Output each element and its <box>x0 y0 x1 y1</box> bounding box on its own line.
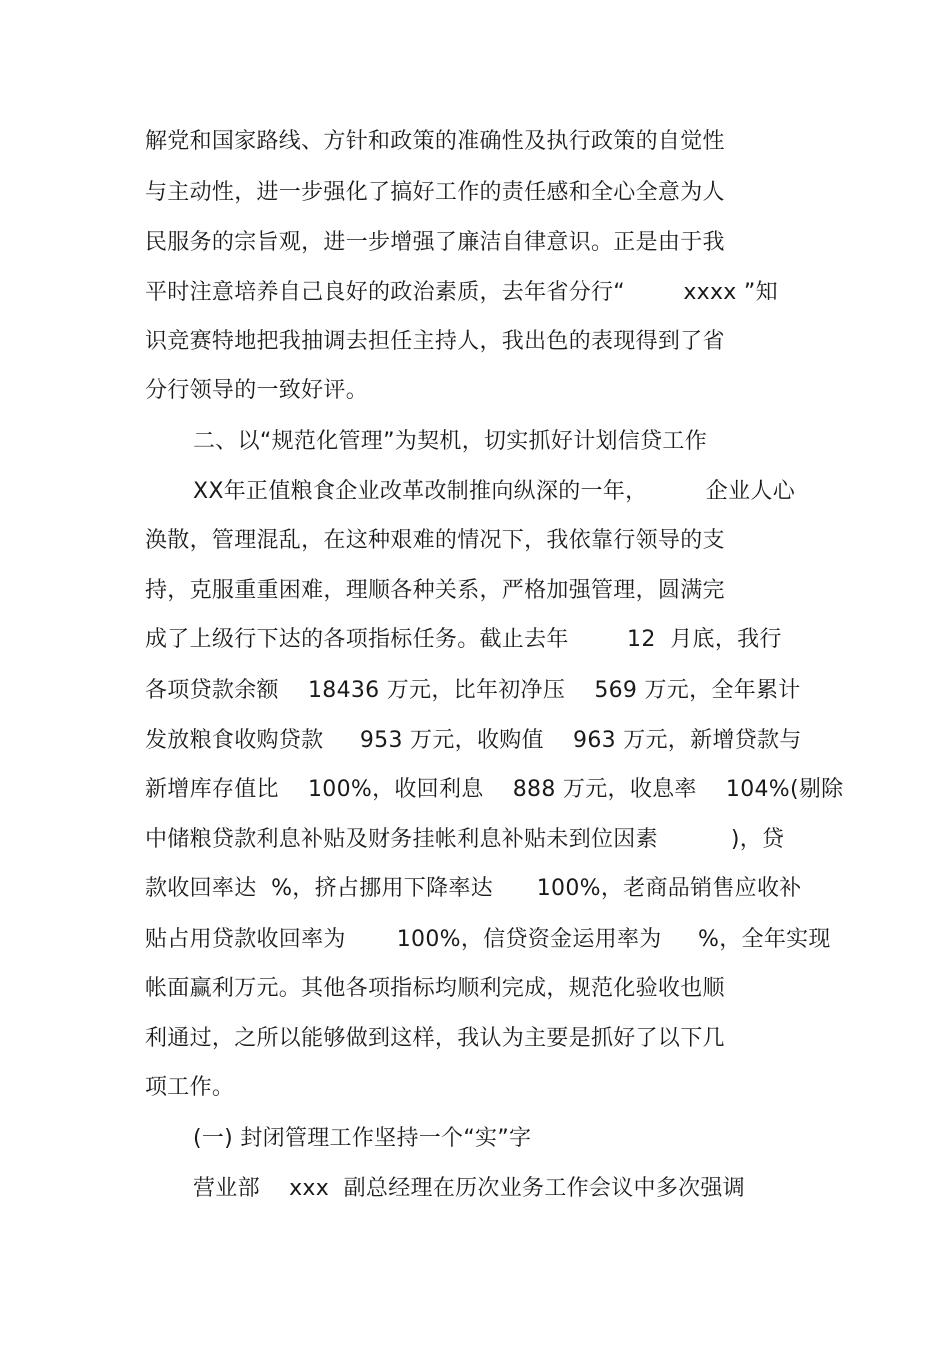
text-line-20: 项工作。 <box>145 1075 235 1100</box>
text-line-3: 民服务的宗旨观，进一步增强了廉洁自律意识。正是由于我 <box>145 230 725 255</box>
section-heading: 二、以“规范化管理”为契机，切实抓好计划信贷工作 <box>193 429 707 454</box>
text-line-13: 发放粮食收购贷款 953 万元，收购值 963 万元，新增贷款与 <box>145 728 802 753</box>
text-line-17: 贴占用贷款收回率为 100%，信贷资金运用率为 %，全年实现 <box>145 927 831 952</box>
text-line-6: 分行领导的一致好评。 <box>145 378 369 403</box>
text-line-1: 解党和国家路线、方针和政策的准确性及执行政策的自觉性 <box>145 129 725 154</box>
text-line-14: 新增库存值比 100%，收回利息 888 万元，收息率 104%(剔除 <box>145 777 844 802</box>
text-line-8: XX年正值粮食企业改革改制推向纵深的一年， 企业人心 <box>193 479 795 504</box>
text-line-12: 各项贷款余额 18436 万元，比年初净压 569 万元，全年累计 <box>145 678 801 703</box>
text-line-5: 识竞赛特地把我抽调去担任主持人，我出色的表现得到了省 <box>145 329 725 354</box>
text-line-15: 中储粮贷款利息补贴及财务挂帐利息补贴未到位因素 )，贷 <box>145 827 785 852</box>
text-line-16: 款收回率达 %，挤占挪用下降率达 100%，老商品销售应收补 <box>145 876 802 901</box>
text-line-11: 成了上级行下达的各项指标任务。截止去年 12 月底，我行 <box>145 627 782 652</box>
text-line-10: 持，克服重重困难，理顺各种关系，严格加强管理，圆满完 <box>145 578 725 603</box>
text-line-4: 平时注意培养自己良好的政治素质，去年省分行“ xxxx ”知 <box>145 280 778 305</box>
text-line-18: 帐面赢利万元。其他各项指标均顺利完成，规范化验收也顺 <box>145 976 725 1001</box>
text-line-9: 涣散，管理混乱，在这种艰难的情况下，我依靠行领导的支 <box>145 528 725 553</box>
text-line-22: 营业部 xxx 副总经理在历次业务工作会议中多次强调 <box>193 1176 746 1201</box>
subsection-heading: (一) 封闭管理工作坚持一个“实”字 <box>193 1126 532 1151</box>
text-line-19: 利通过，之所以能够做到这样，我认为主要是抓好了以下几 <box>145 1026 725 1051</box>
text-line-2: 与主动性，进一步强化了搞好工作的责任感和全心全意为人 <box>145 180 725 205</box>
